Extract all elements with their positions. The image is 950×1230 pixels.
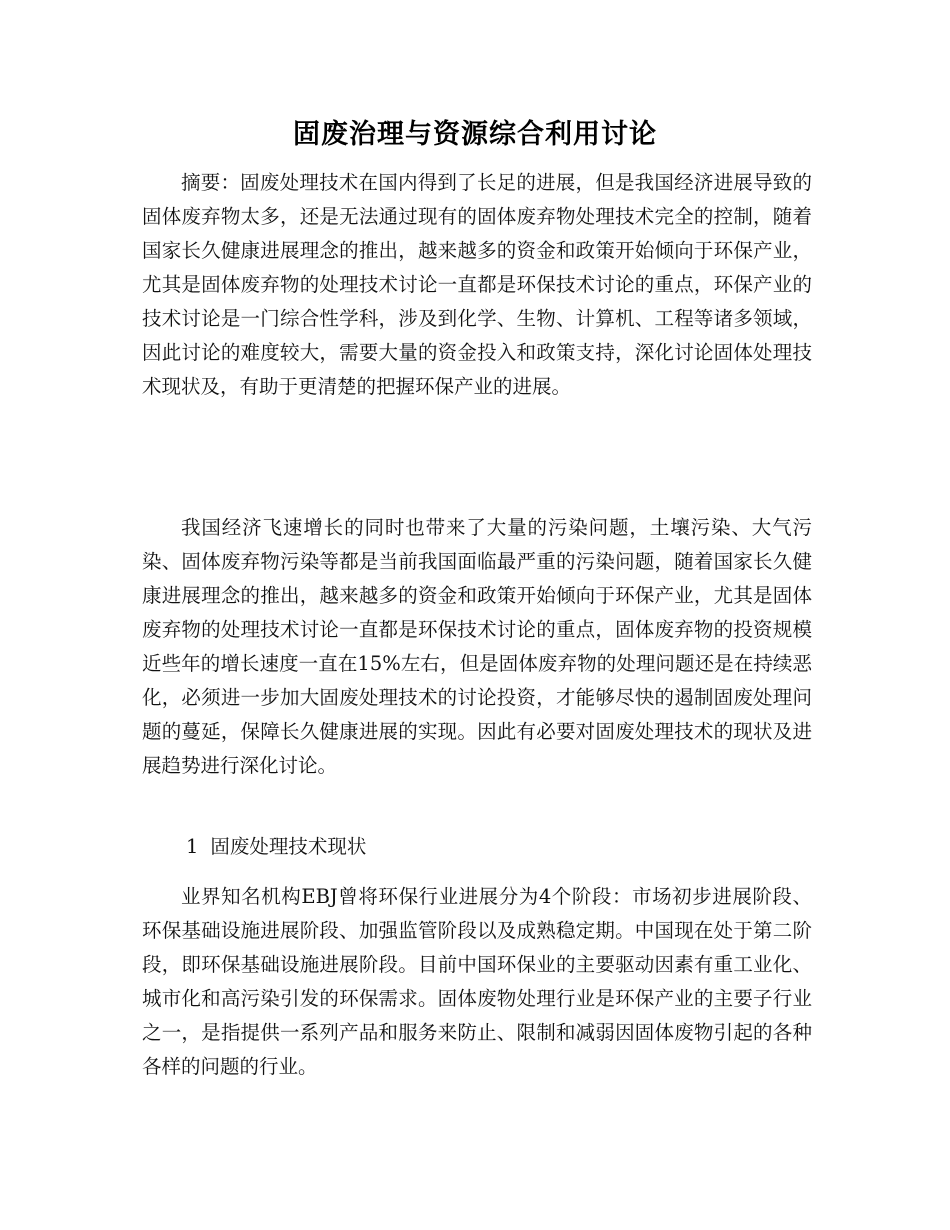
intro-paragraph: 我国经济飞速增长的同时也带来了大量的污染问题，土壤污染、大气污染、固体废弃物污染等都是当前我国面临最严重的污染问题，随着国家长久健康进展理念的推出，越来越多的资金和政策开始倾向于环保产业，尤其是固体废弃物的处理技术讨论一直都是环保技术讨论的重点，固体废弃物的投资规模近些年的增长速度一直在15%左右，但是固体废弃物的处理问题还是在持续恶化，必须进一步加大固废处理技术的讨论投资，才能够尽快的遏制固废处理问题的蔓延，保障长久健康进展的实现。因此有必要对固废处理技术的现状及进展趋势进行深化讨论。 — [142, 516, 812, 777]
section-number: 1 — [186, 835, 199, 858]
section-body-paragraph: 业界知名机构EBJ曾将环保行业进展分为4个阶段：市场初步进展阶段、环保基础设施进展阶段、加强监管阶段以及成熟稳定期。中国现在处于第二阶段，即环保基础设施进展阶段。目前中国环保业的主要驱动因素有重工业化、城市化和高污染引发的环保需求。固体废物处理行业是环保产业的主要子行业之一，是指提供一系列产品和服务来防止、限制和减弱因固体废物引起的各种各样的问题的行业。 — [142, 885, 812, 1078]
section-heading-text: 固废处理技术现状 — [210, 835, 367, 858]
section-heading — [186, 830, 366, 864]
document-title: 固废治理与资源综合利用讨论 — [293, 119, 657, 150]
abstract-paragraph: 摘要：固废处理技术在国内得到了长足的进展，但是我国经济进展导致的固体废弃物太多，还是无法通过现有的固体废弃物处理技术完全的控制，随着国家长久健康进展理念的推出，越来越多的资金和政策开始倾向于环保产业，尤其是固体废弃物的处理技术讨论一直都是环保技术讨论的重点，环保产业的技术讨论是一门综合性学科，涉及到化学、生物、计算机、工程等诸多领域，因此讨论的难度较大，需要大量的资金投入和政策支持，深化讨论固体处理技术现状及，有助于更清楚的把握环保产业的进展。 — [142, 171, 812, 398]
